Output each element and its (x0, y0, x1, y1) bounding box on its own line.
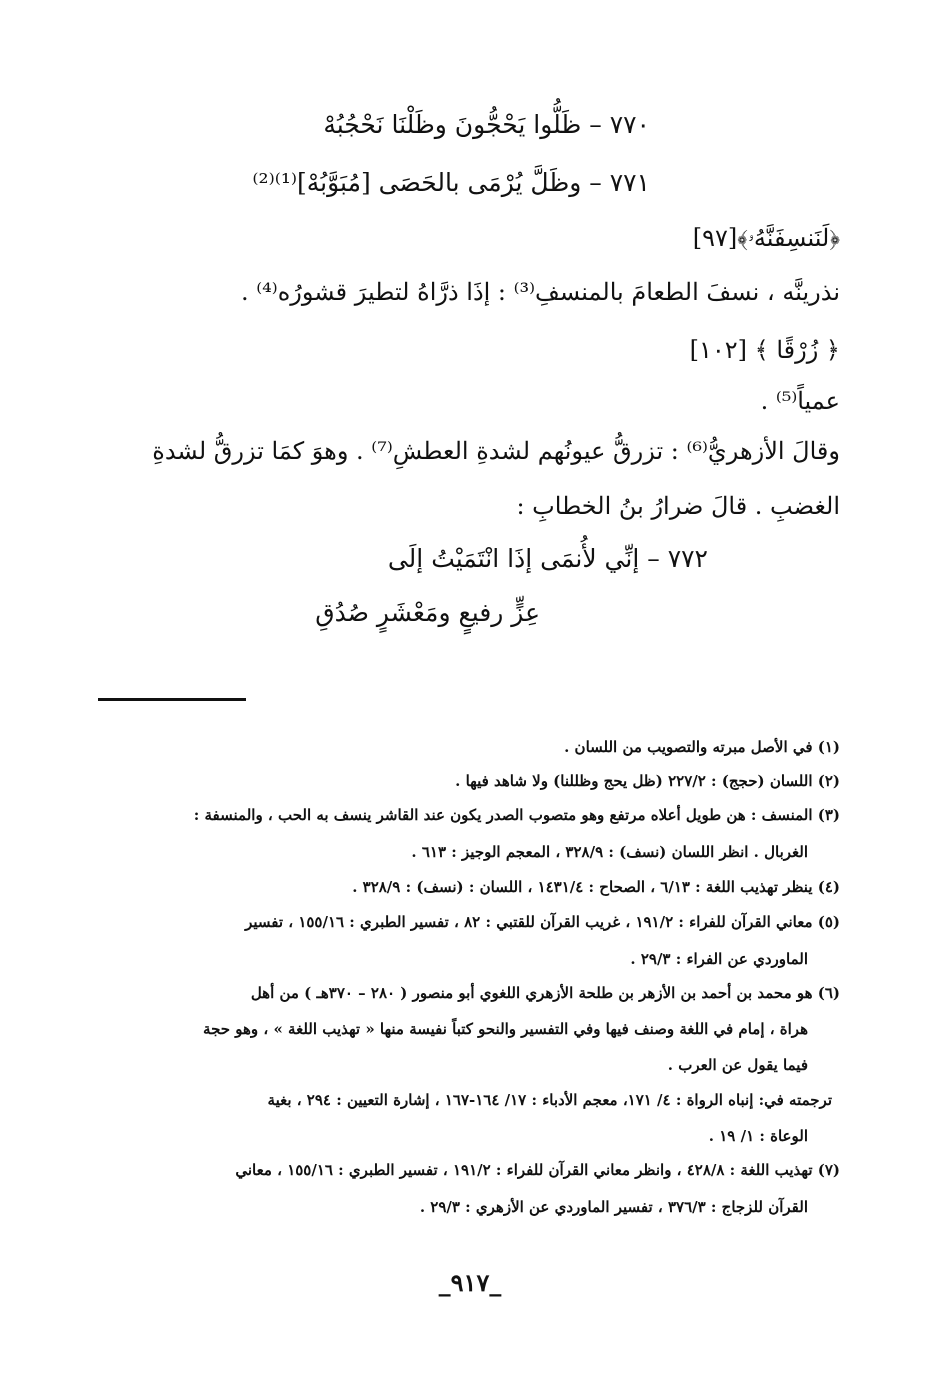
footnote-1: (١) في الأصل مبرته والتصويب من اللسان . (564, 738, 840, 756)
verse-770: ٧٧٠ – ظَلُّوا يَحْجُّونَ وظَلْنَا نَحْجُبُهْ (323, 110, 650, 139)
footnote-3: (٣) المنسف : هن طويل أعلاه مرتفع وهو متصوب الصدر يكون عند القاشر ينسف به الحب ، والمنسفة : (193, 806, 840, 824)
quran-word-heading-97: ﴿لَنَنسِفَنَّهُۥ﴾[٩٧] (692, 224, 840, 252)
quran-word-heading-102: ﴿ زُرْقًا ﴾ [١٠٢] (689, 336, 840, 364)
verse-771: ٧٧١ – وظَلَّ يُرْمَى بالحَصَى [مُبَوَّبُهْ]⁽¹⁾⁽²⁾ (252, 168, 650, 197)
verse-772-first-hemistich: ٧٧٢ – إنِّي لأُنمَى إذَا انْتَمَيْتُ إلَى (387, 544, 708, 573)
footnote-6-biography-continued: الوعاة : ١/ ١٩ . (708, 1127, 808, 1145)
footnote-5-continued: الماوردي عن الفراء : ٢٩/٣ . (630, 950, 808, 968)
footnote-5: (٥) معاني القرآن للفراء : ١٩١/٢ ، غريب القرآن للقتبي : ٨٢ ، تفسير الطبري : ١٥٥/١٦ ، تفسير (245, 913, 840, 931)
footnote-2: (٢) اللسان (حجج) : ٢٢٧/٢ (ظل يحج وظللنا) ولا شاهد فيها . (455, 772, 840, 790)
explanation-line: نذرينَّه ، نسفَ الطعامَ بالمنسفِ⁽³⁾ : إذَا ذرَّاهُ لتطيرَ قشورُه⁽⁴⁾ . (241, 278, 840, 306)
footnote-7: (٧) تهذيب اللغة : ٤٢٨/٨ ، وانظر معاني القرآن للفراء : ١٩١/٢ ، تفسير الطبري : ١٥٥/١٦ ، معاني (235, 1161, 840, 1179)
footnote-6-biography: ترجمته في: إنباه الرواة : ٤/ ١٧١، معجم الأدباء : ١٧/ ١٦٤-١٦٧ ، إشارة التعيين : ٢٩٤ ، بغية (267, 1091, 832, 1109)
explanation-line: عمياً⁽⁵⁾ . (760, 387, 840, 415)
footnote-3-continued: الغربال . انظر اللسان (نسف) : ٣٢٨/٩ ، المعجم الوجيز : ٦١٣ . (411, 843, 808, 861)
footnote-6-continued: هراة ، إمام في اللغة وصنف فيها وفي التفسير والنحو كتباً نفيسة منها « تهذيب اللغة » ، وهو حجة (203, 1020, 808, 1038)
explanation-line: الغضبِ . قالَ ضرارُ بنُ الخطابِ : (516, 492, 840, 520)
footnote-divider (98, 698, 246, 701)
page-number: _٩١٧_ (438, 1268, 502, 1297)
footnote-7-continued: القرآن للزجاج : ٣٧٦/٣ ، تفسير الماوردي عن الأزهري : ٢٩/٣ . (419, 1198, 808, 1216)
footnote-6: (٦) هو محمد بن أحمد بن الأزهر بن طلحة الأزهري اللغوي أبو منصور ( ٢٨٠ – ٣٧٠هـ ) من أهل (250, 984, 840, 1002)
footnote-4: (٤) ينظر تهذيب اللغة : ٦/١٣ ، الصحاح : ١٤٣١/٤ ، اللسان : (نسف) : ٣٢٨/٩ . (352, 878, 840, 896)
footnote-6-continued: فيما يقول عن العرب . (667, 1056, 808, 1074)
explanation-line: وقالَ الأزهريُّ⁽⁶⁾ : تزرقُّ عيونُهم لشدةِ العطشِ⁽⁷⁾ . وهوَ كمَا تزرقُّ لشدةِ (152, 437, 840, 465)
verse-772-second-hemistich: عِزٍّ رفيعٍ ومَعْشَرٍ صُدُقِ (315, 598, 540, 627)
